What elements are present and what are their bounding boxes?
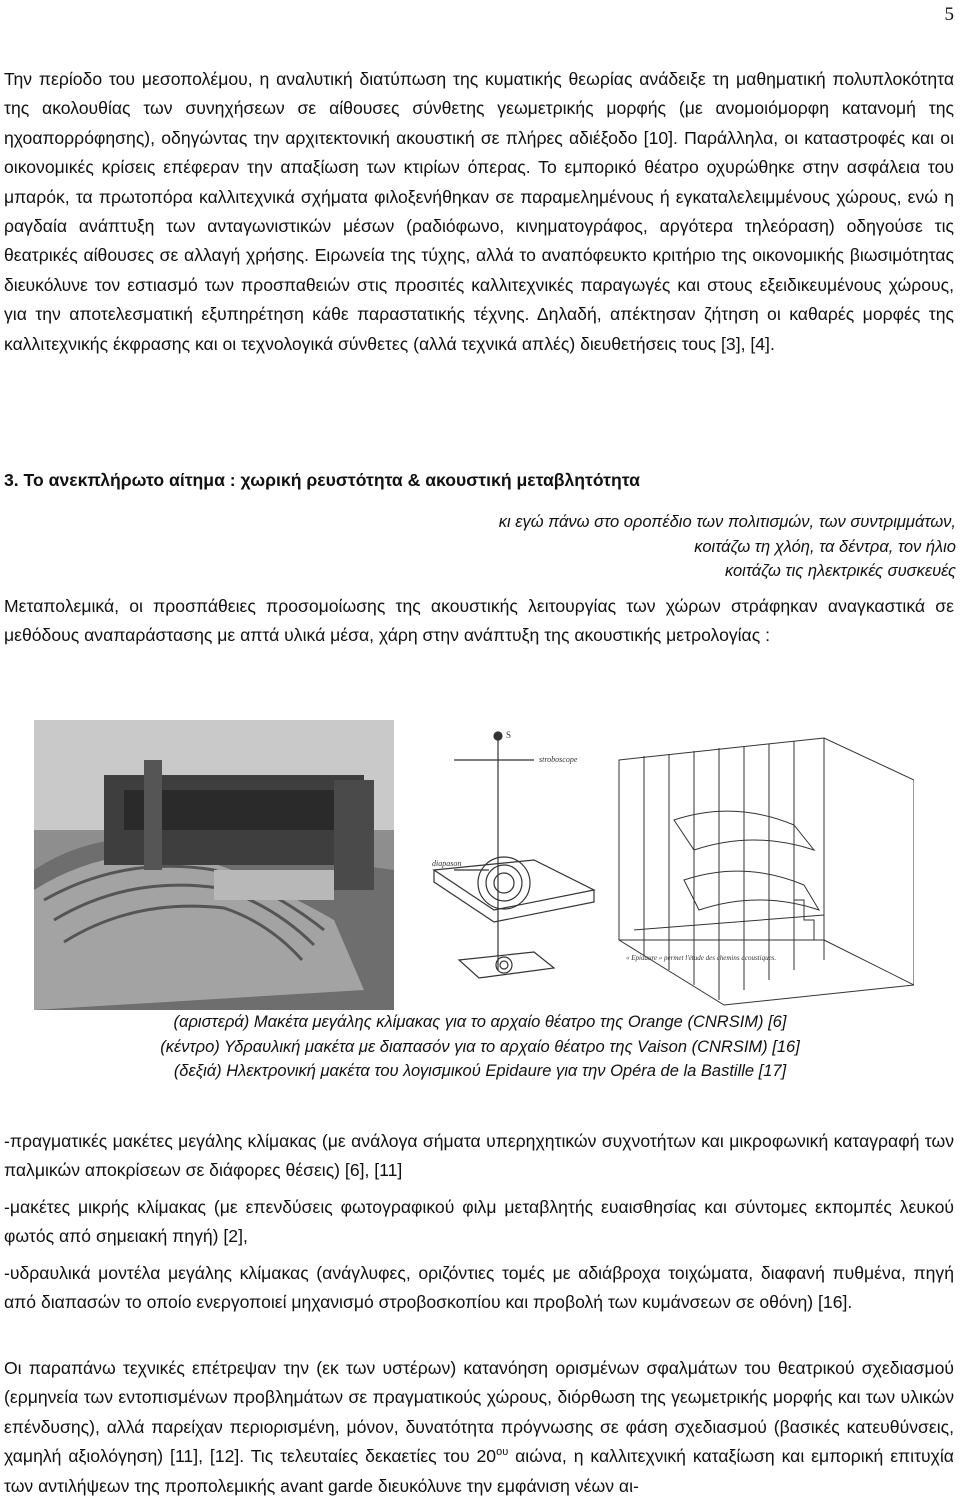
epigraph [499,510,956,584]
epigraph-line: κοιτάζω τη χλόη, τα δέντρα, τον ήλιο [694,537,956,556]
list-item: -πραγματικές μακέτες μεγάλης κλίμακας (με ανάλογα σήματα υπερηχητικών συχνοτήτων και μικροφωνική καταγραφή των παλμικών αποκρίσεων σε διάφορες θέσεις) [6], [11] [4,1131,954,1181]
postwar-paragraph: Μεταπολεμικά, οι προσπάθειες προσομοίωσης της ακουστικής λειτουργίας των χώρων στράφηκαν αναγκαστικά σε μεθόδους αναπαράστασης με απτά υλικά μέσα, χάρη στην ανάπτυξη της ακουστικής μετρολογίας : [4,596,954,646]
figure-caption [0,1010,960,1084]
closing-text-part2: αιώνα, η καλλιτεχνική καταξίωση και εμπορική επιτυχία των αντιλήψεων της προπολεμικής avant garde διευκόλυνε την εμφάνιση νέων αι- [4,1446,954,1496]
list-item: -μακέτες μικρής κλίμακας (με επενδύσεις φωτογραφικού φιλμ μεταβλητής ευαισθησίας και σύντομες εκπομπές λευκού φωτός από σημειακή πηγή) [2], [4,1197,954,1247]
figure-label-epidaure-note: « Epidaure » permet l'étude des chemins acoustiques. [626,954,777,962]
epidaure-electronic-model-diagram [619,738,914,1005]
figure-label-diapason: diapason [432,859,462,868]
figure-label-stroboscope: stroboscope [539,755,578,764]
closing-paragraph [4,1354,954,1501]
page-number: 5 [944,4,954,25]
list-item: -υδραυλικά μοντέλα μεγάλης κλίμακας (ανάγλυφες, οριζόντιες τομές με αδιάβροχα τοιχώματα, διαφανή πυθμένα, πηγή από διαπασών το οποίο ενεργοποιεί μηχανισμό στροβοσκοπίου και προβολή των κυμάνσεων σε οθόνη) [16]. [4,1263,954,1313]
figure-label-s: S [506,730,512,740]
intro-paragraph: Την περίοδο του μεσοπολέμου, η αναλυτική διατύπωση της κυματικής θεωρίας ανάδειξε τη μαθηματική πολυπλοκότητα της ακολουθίας των συνηχήσεων σε αίθουσες σύνθετης γεωμετρικής μορφής (με ανομοιόμορφη κατανομή της ηχοαπορρόφησης), οδηγώντας την αρχιτεκτονική ακουστική σε πλήρες αδιέξοδο [10]. Παράλληλα, οι καταστροφές και οι οικονομικές κρίσεις επέφεραν την απαξίωση των κτιρίων όπερας. Το εμπορικό θέατρο οχυρώθηκε στην ασφάλεια του μπαρόκ, τα πρωτοπόρα καλλιτεχνικά σχήματα φιλοξενήθηκαν σε παραμελημένους ή εγκαταλελειμμένους χώρους, ενώ η ραγδαία ανάπτυξη των ανταγωνιστικών μέσων (ραδιόφωνο, κινηματογράφος, αργότερα τηλεόραση) οδηγούσε τις θεατρικές αίθουσες σε αλλαγή χρήσης. Ειρωνεία της τύχης, αλλά το αναπόφευκτο κριτήριο της οικονομικής βιωσιμότητας διευκόλυνε τον εστιασμό των προσπαθειών στις προσιτές καλλιτεχνικές παραγωγές και στους εξειδικευμένους χώρους, για την αποτελεσματική εξυπηρέτηση κάθε παραστατικής τέχνης. Δηλαδή, απέκτησαν ζήτηση οι καθαρές μορφές της καλλιτεχνικής έκφρασης και οι τεχνολογικά σύνθετες (αλλά τεχνικά απλές) διευθετήσεις τους [3], [4]. [4,69,954,354]
caption-line: (κέντρο) Υδραυλική μακέτα με διαπασόν για το αρχαίο θέατρο της Vaison (CNRSIM) [16] [160,1037,800,1056]
vaison-hydraulic-model-diagram [434,732,594,978]
closing-text-part1: Οι παραπάνω τεχνικές επέτρεψαν την (εκ των υστέρων) κατανόηση ορισμένων σφαλμάτων του θεατρικού σχεδιασμού (ερμηνεία των εντοπισμένων προβλημάτων σε πραγματικούς χώρους, διόρθωση της γεωμετρικής μορφής και των υλικών επένδυσης), αλλά παρείχαν περιορισμένη, μόνον, δυνατότητα πρόγνωσης σε φάση σχεδιασμού (βασικές κατευθύνσεις, χαμηλή αξιολόγηση) [11], [12]. Τις τελευταίες δεκαετίες του 20 [4,1358,954,1467]
figure-models [34,720,914,1010]
section-heading: 3. Το ανεκπλήρωτο αίτημα : χωρική ρευστότητα & ακουστική μεταβλητότητα [4,470,640,490]
epigraph-line: κοιτάζω τις ηλεκτρικές συσκευές [724,562,956,580]
epigraph-line: κι εγώ πάνω στο οροπέδιο των πολιτισμών, των συντριμμάτων, [498,513,956,531]
caption-line: (δεξιά) Ηλεκτρονική μακέτα του λογισμικού Epidaure για την Opéra de la Bastille [17] [173,1062,787,1080]
caption-line: (αριστερά) Μακέτα μεγάλης κλίμακας για το αρχαίο θέατρο της Orange (CNRSIM) [6] [173,1013,787,1031]
closing-superscript: ου [496,1446,509,1459]
orange-theatre-model-photo [34,720,394,1010]
figure-illustrations [34,720,914,1010]
